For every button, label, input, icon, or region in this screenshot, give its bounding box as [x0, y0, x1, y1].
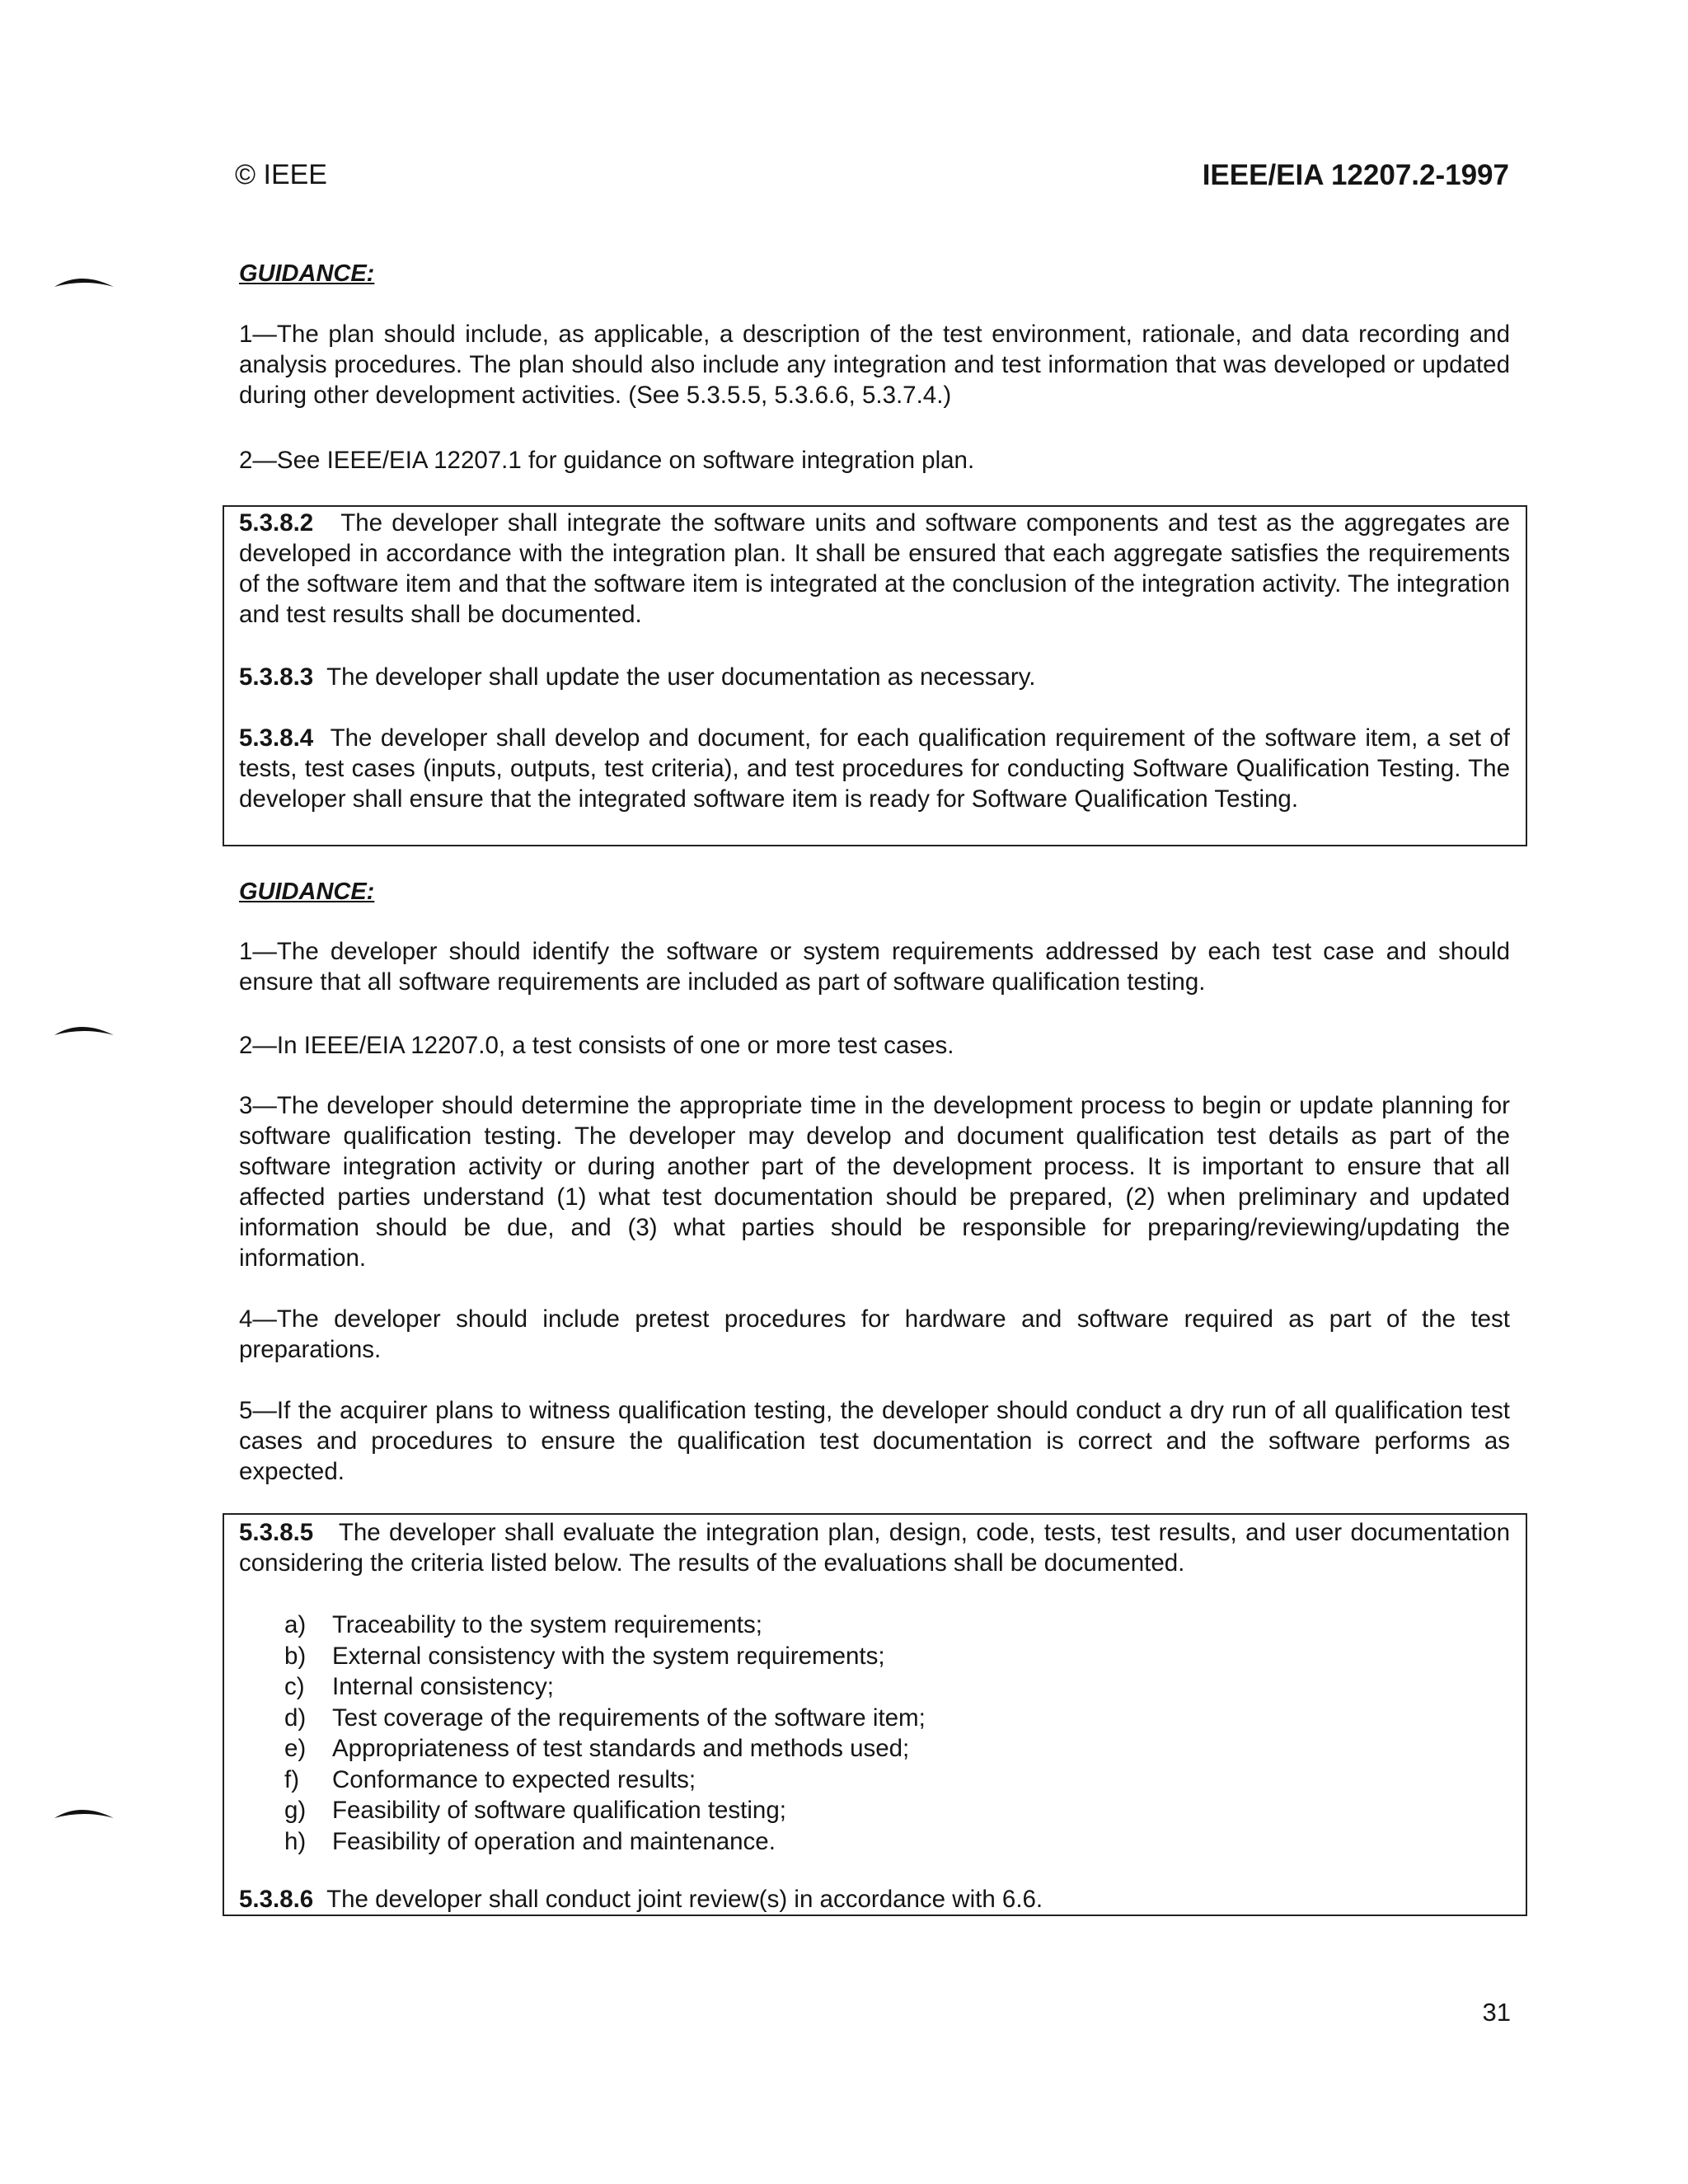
list-item: e) Appropriateness of test standards and methods used; — [284, 1735, 910, 1762]
list-item: b) External consistency with the system requirements; — [284, 1642, 885, 1670]
hole-punch-mark — [51, 270, 117, 290]
hole-punch-mark — [51, 1802, 117, 1821]
clause-text: The developer shall update the user documentation as necessary. — [326, 663, 1036, 691]
clause-text: The developer shall evaluate the integration plan, design, code, tests, test results, and user documentation considering the criteria listed below. The results of the evaluations shall be documented. — [239, 1519, 1510, 1577]
clause-5-3-8-2 — [239, 508, 1510, 630]
guidance-heading: GUIDANCE: — [239, 260, 375, 287]
header-copyright: © IEEE — [235, 159, 327, 190]
page-number: 31 — [1482, 1998, 1511, 2027]
guidance-item: 3—The developer should determine the appropriate time in the development process to begin or update planning for software qualification testing. The developer may develop and document qualification test details as part of the software integration activity or during another part of the development process. It is important to ensure that all affected parties understand (1) what test documentation should be prepared, (2) when preliminary and updated information should be due, and (3) what parties should be responsible for preparing/reviewing/updating the information. — [239, 1092, 1510, 1272]
clause-5-3-8-3 — [239, 662, 1510, 692]
clause-text: The developer shall integrate the software units and software components and test as the aggregates are developed in accordance with the integration plan. It shall be ensured that each aggregate satisfies the requirements of the software item and that the software item is integrated at the conclusion of the integration activity. The integration and test results shall be documented. — [239, 509, 1511, 628]
guidance-heading: GUIDANCE: — [239, 879, 375, 905]
clause-5-3-8-5 — [239, 1517, 1510, 1578]
hole-punch-mark — [51, 1019, 117, 1038]
guidance-item: 4—The developer should include pretest procedures for hardware and software required as part of the test preparations. — [239, 1305, 1510, 1363]
list-item: c) Internal consistency; — [284, 1673, 554, 1700]
list-item: a) Traceability to the system requirements; — [284, 1611, 762, 1638]
guidance-item: 2—See IEEE/EIA 12207.1 for guidance on software integration plan. — [239, 447, 975, 474]
clause-text: The developer shall develop and document, for each qualification requirement of the software item, a set of tests, test cases (inputs, outputs, test criteria), and test procedures for conducting Software Qualification Testing. The developer shall ensure that the integrated software item is ready for Software Qualification Testing. — [239, 724, 1510, 813]
clause-5-3-8-4 — [239, 723, 1510, 814]
clause-number: 5.3.8.3 — [239, 663, 314, 691]
guidance-item: 1—The plan should include, as applicable, a description of the test environment, rationale, and data recording and analysis procedures. The plan should also include any integration and test information that was developed or updated during other development activities. (See 5.3.5.5, 5.3.6.6, 5.3.7.4.) — [239, 321, 1510, 409]
list-item: g) Feasibility of software qualification testing; — [284, 1797, 786, 1824]
clause-number: 5.3.8.5 — [239, 1519, 314, 1546]
list-item: d) Test coverage of the requirements of the software item; — [284, 1704, 926, 1732]
list-item: h) Feasibility of operation and maintenance. — [284, 1827, 776, 1855]
guidance-item: 5—If the acquirer plans to witness qualification testing, the developer should conduct a dry run of all qualification test cases and procedures to ensure the qualification test documentation is correct and the software performs as expected. — [239, 1397, 1510, 1485]
clause-number: 5.3.8.6 — [239, 1886, 314, 1913]
clause-number: 5.3.8.2 — [239, 509, 314, 537]
clause-number: 5.3.8.4 — [239, 724, 314, 752]
clause-5-3-8-6 — [239, 1884, 1510, 1915]
guidance-item: 1—The developer should identify the software or system requirements addressed by each test case and should ensure that all software requirements are included as part of software qualification testing. — [239, 938, 1510, 996]
clause-text: The developer shall conduct joint review(s) in accordance with 6.6. — [326, 1886, 1043, 1913]
list-item: f) Conformance to expected results; — [284, 1765, 696, 1793]
guidance-item: 2—In IEEE/EIA 12207.0, a test consists of one or more test cases. — [239, 1032, 954, 1059]
header-standard-id: IEEE/EIA 12207.2-1997 — [1202, 159, 1509, 191]
evaluation-criteria-list — [284, 1610, 926, 1857]
